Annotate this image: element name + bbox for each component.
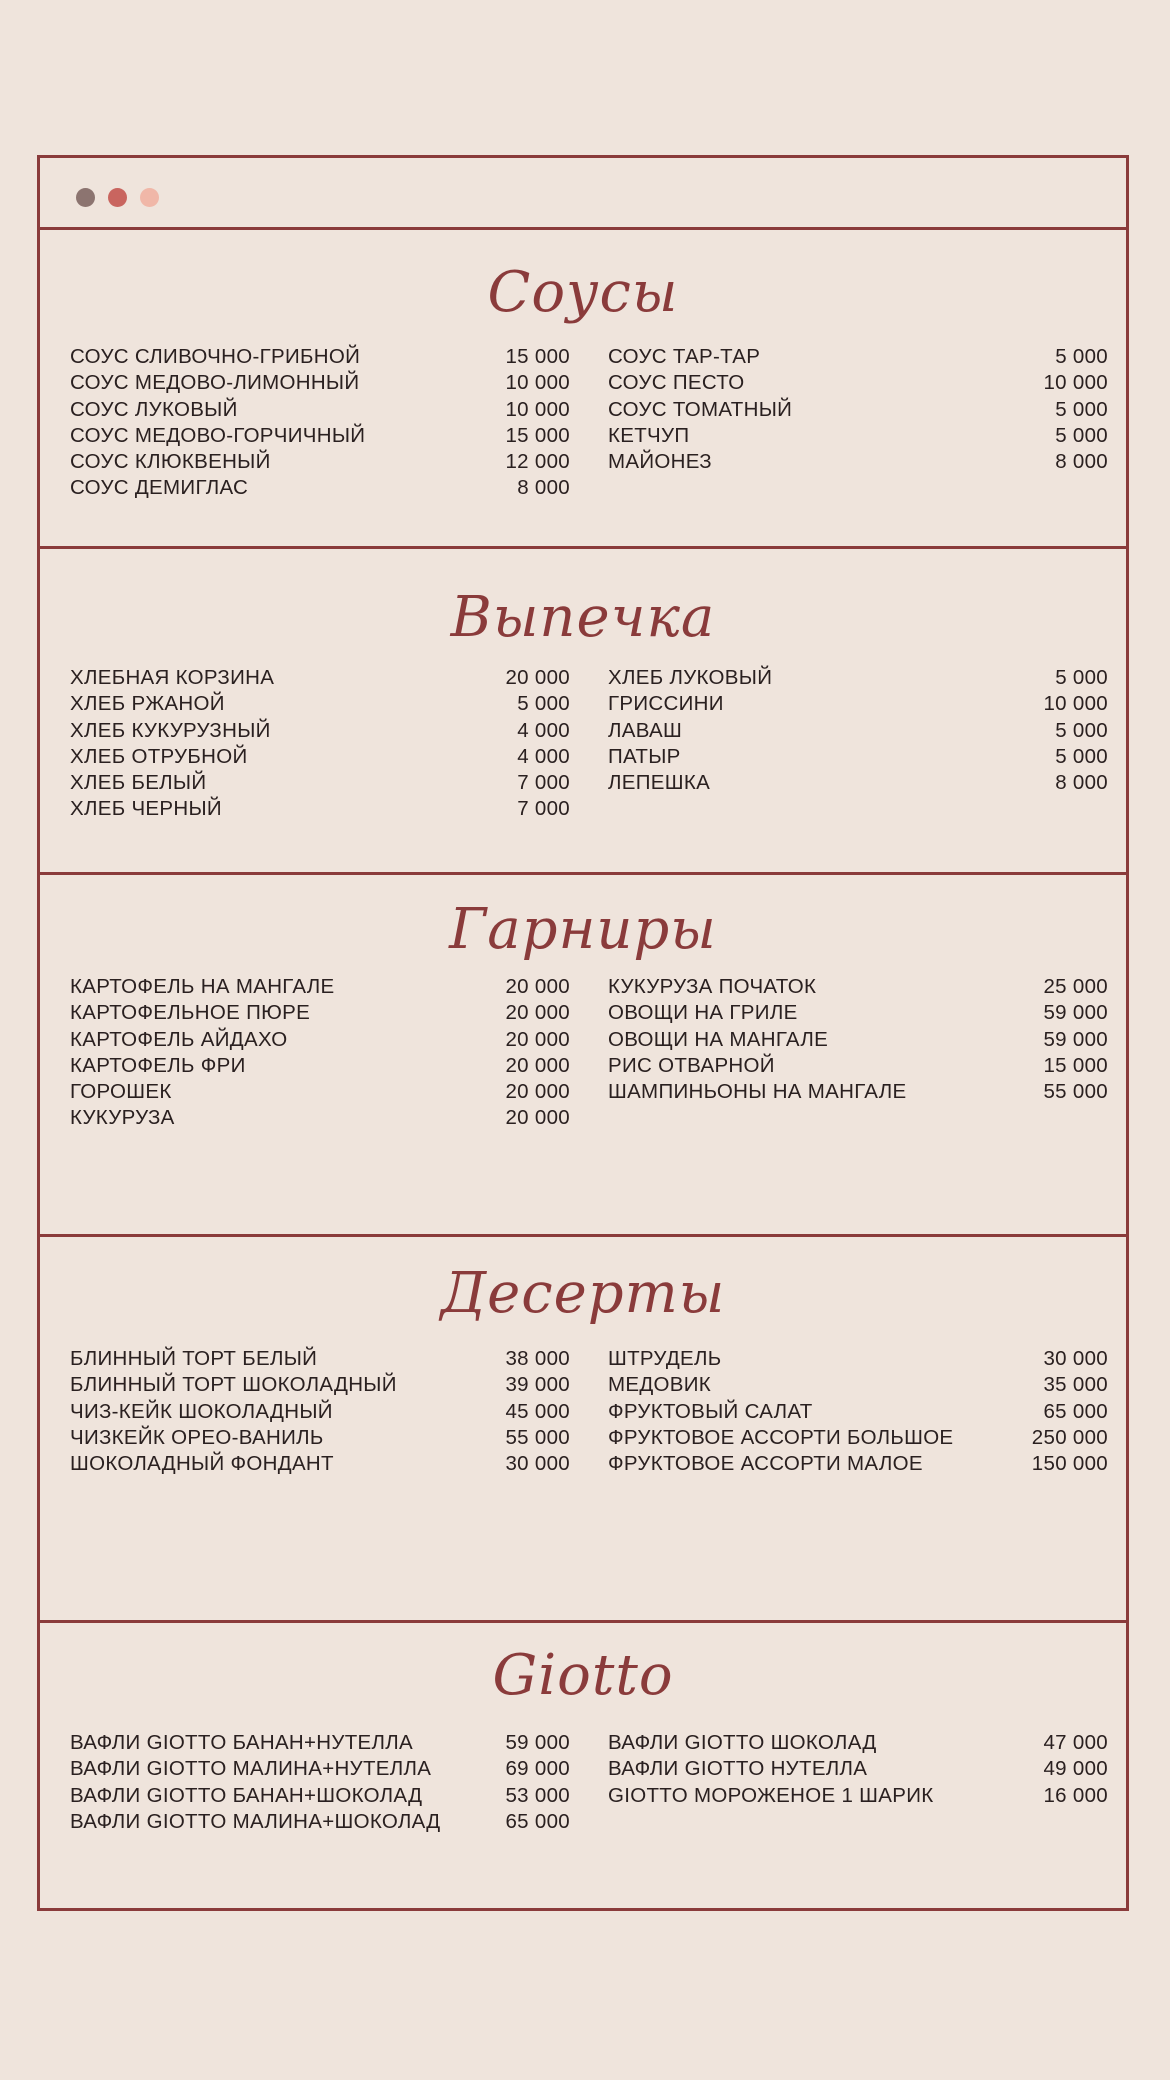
menu-item <box>70 745 570 771</box>
menu-item <box>70 371 570 397</box>
item-price: 10 000 <box>1043 371 1108 395</box>
menu-item <box>608 666 1108 692</box>
menu-item <box>70 975 570 1001</box>
item-name: ПАТЫР <box>608 744 681 768</box>
right-column <box>608 975 1108 1106</box>
item-price: 20 000 <box>505 1080 570 1104</box>
item-price: 20 000 <box>505 1053 570 1077</box>
section-title: Giotto <box>492 1643 674 1708</box>
menu-item <box>70 450 570 476</box>
item-name: БЛИННЫЙ ТОРТ БЕЛЫЙ <box>70 1347 318 1370</box>
menu-item <box>70 1054 570 1080</box>
menu-item <box>608 1028 1108 1054</box>
menu-item <box>70 1784 570 1810</box>
item-name: СОУС МЕДОВО-ГОРЧИЧНЫЙ <box>70 423 366 447</box>
item-price: 55 000 <box>1043 1080 1108 1104</box>
item-name: КАРТОФЕЛЬ НА МАНГАЛЕ <box>70 975 335 998</box>
item-price: 15 000 <box>505 423 570 447</box>
item-name: ОВОЩИ НА МАНГАЛЕ <box>608 1027 829 1051</box>
section-title: Соусы <box>487 260 679 325</box>
menu-item <box>608 371 1108 397</box>
left-column <box>70 975 570 1133</box>
item-price: 5 000 <box>1055 397 1108 421</box>
menu-item <box>608 1400 1108 1426</box>
item-price: 20 000 <box>505 1027 570 1051</box>
item-name: БЛИННЫЙ ТОРТ ШОКОЛАДНЫЙ <box>70 1373 397 1397</box>
menu-item <box>70 1731 570 1757</box>
item-name: ГРИССИНИ <box>608 692 724 716</box>
item-name: ВАФЛИ GIOTTO ШОКОЛАД <box>608 1731 877 1754</box>
item-price: 7 000 <box>517 797 570 821</box>
menu-item <box>70 1757 570 1783</box>
item-name: МЕДОВИК <box>608 1373 712 1397</box>
menu-item <box>608 1080 1108 1106</box>
menu-item <box>608 450 1108 476</box>
window-top-bar <box>40 158 1126 230</box>
menu-item <box>70 719 570 745</box>
menu-item <box>608 398 1108 424</box>
right-column <box>608 345 1108 476</box>
item-name: ФРУКТОВЫЙ САЛАТ <box>608 1399 813 1423</box>
menu-item <box>608 345 1108 371</box>
item-name: ШТРУДЕЛЬ <box>608 1347 722 1370</box>
item-name: СОУС ПЕСТО <box>608 371 745 395</box>
item-price: 10 000 <box>1043 692 1108 716</box>
item-name: ХЛЕБНАЯ КОРЗИНА <box>70 666 275 689</box>
menu-item <box>608 1001 1108 1027</box>
menu-item <box>608 1054 1108 1080</box>
item-name: ЛЕПЕШКА <box>608 771 711 795</box>
item-price: 4 000 <box>517 744 570 768</box>
menu-item <box>608 1784 1108 1810</box>
section-bakery <box>40 546 1126 872</box>
item-price: 20 000 <box>505 1106 570 1130</box>
menu-item <box>608 745 1108 771</box>
item-price: 16 000 <box>1043 1783 1108 1807</box>
menu-item <box>70 1028 570 1054</box>
menu-item <box>70 1080 570 1106</box>
left-column <box>70 666 570 824</box>
item-name: ОВОЩИ НА ГРИЛЕ <box>608 1001 798 1025</box>
menu-item <box>70 1810 570 1836</box>
item-price: 7 000 <box>517 771 570 795</box>
menu-item <box>608 975 1108 1001</box>
left-column <box>70 1347 570 1478</box>
menu-item <box>70 398 570 424</box>
item-name: ХЛЕБ ЧЕРНЫЙ <box>70 797 222 821</box>
item-price: 4 000 <box>517 718 570 742</box>
item-price: 15 000 <box>1043 1053 1108 1077</box>
item-price: 20 000 <box>505 666 570 689</box>
menu-item <box>608 1731 1108 1757</box>
item-name: ШАМПИНЬОНЫ НА МАНГАЛЕ <box>608 1080 907 1104</box>
menu-item <box>70 1373 570 1399</box>
menu-item <box>70 771 570 797</box>
item-price: 59 000 <box>505 1731 570 1754</box>
item-name: КАРТОФЕЛЬ АЙДАХО <box>70 1027 288 1051</box>
left-column <box>70 345 570 503</box>
menu-item <box>70 666 570 692</box>
item-price: 8 000 <box>1055 771 1108 795</box>
section-title: Выпечка <box>450 585 716 650</box>
window-dot-2 <box>108 188 127 207</box>
item-name: СОУС МЕДОВО-ЛИМОННЫЙ <box>70 371 360 395</box>
section-title: Гарниры <box>449 897 717 962</box>
item-name: СОУС ДЕМИГЛАС <box>70 476 249 500</box>
item-price: 5 000 <box>1055 718 1108 742</box>
item-price: 65 000 <box>505 1809 570 1833</box>
menu-item <box>70 345 570 371</box>
item-name: GIOTTO МОРОЖЕНОЕ 1 ШАРИК <box>608 1783 934 1807</box>
section-sides <box>40 872 1126 1234</box>
item-price: 30 000 <box>1043 1347 1108 1370</box>
menu-item <box>70 1001 570 1027</box>
right-column <box>608 1347 1108 1478</box>
item-price: 49 000 <box>1043 1757 1108 1781</box>
item-price: 45 000 <box>505 1399 570 1423</box>
menu-item <box>608 719 1108 745</box>
menu-item <box>608 424 1108 450</box>
item-name: ЛАВАШ <box>608 718 683 742</box>
menu-frame <box>37 155 1129 1911</box>
item-name: СОУС ТОМАТНЫЙ <box>608 397 793 421</box>
menu-item <box>70 424 570 450</box>
item-price: 69 000 <box>505 1757 570 1781</box>
menu-item <box>608 692 1108 718</box>
item-name: ВАФЛИ GIOTTO МАЛИНА+НУТЕЛЛА <box>70 1757 432 1781</box>
section-title: Десерты <box>440 1261 726 1326</box>
menu-item <box>70 1106 570 1132</box>
item-name: ФРУКТОВОЕ АССОРТИ БОЛЬШОЕ <box>608 1425 954 1449</box>
item-name: ХЛЕБ ОТРУБНОЙ <box>70 744 248 768</box>
menu-item <box>608 1426 1108 1452</box>
item-name: ВАФЛИ GIOTTO МАЛИНА+ШОКОЛАД <box>70 1809 441 1833</box>
item-price: 150 000 <box>1031 1452 1108 1476</box>
item-name: СОУС ЛУКОВЫЙ <box>70 397 238 421</box>
item-name: ЧИЗ-КЕЙК ШОКОЛАДНЫЙ <box>70 1399 333 1423</box>
item-price: 5 000 <box>1055 423 1108 447</box>
menu-item <box>608 771 1108 797</box>
item-price: 15 000 <box>505 345 570 368</box>
item-price: 20 000 <box>505 975 570 998</box>
item-price: 55 000 <box>505 1425 570 1449</box>
item-price: 53 000 <box>505 1783 570 1807</box>
item-price: 30 000 <box>505 1452 570 1476</box>
menu-item <box>70 1400 570 1426</box>
item-price: 5 000 <box>1055 345 1108 368</box>
item-name: КАРТОФЕЛЬНОЕ ПЮРЕ <box>70 1001 311 1025</box>
menu-item <box>608 1347 1108 1373</box>
item-price: 5 000 <box>1055 744 1108 768</box>
menu-item <box>608 1757 1108 1783</box>
item-price: 59 000 <box>1043 1001 1108 1025</box>
item-name: РИС ОТВАРНОЙ <box>608 1053 775 1077</box>
item-name: КАРТОФЕЛЬ ФРИ <box>70 1053 246 1077</box>
item-price: 250 000 <box>1031 1425 1108 1449</box>
window-dot-3 <box>140 188 159 207</box>
item-name: ВАФЛИ GIOTTO БАНАН+ШОКОЛАД <box>70 1783 423 1807</box>
menu-item <box>70 476 570 502</box>
item-name: КУКУРУЗА <box>70 1106 175 1130</box>
item-price: 39 000 <box>505 1373 570 1397</box>
item-name: ВАФЛИ GIOTTO БАНАН+НУТЕЛЛА <box>70 1731 414 1754</box>
item-price: 65 000 <box>1043 1399 1108 1423</box>
item-price: 35 000 <box>1043 1373 1108 1397</box>
item-price: 10 000 <box>505 397 570 421</box>
item-name: ЧИЗКЕЙК ОРЕО-ВАНИЛЬ <box>70 1425 324 1449</box>
item-price: 8 000 <box>1055 450 1108 474</box>
menu-item <box>70 797 570 823</box>
item-name: ШОКОЛАДНЫЙ ФОНДАНТ <box>70 1452 334 1476</box>
item-name: ХЛЕБ КУКУРУЗНЫЙ <box>70 718 271 742</box>
item-name: ХЛЕБ БЕЛЫЙ <box>70 771 207 795</box>
window-dot-1 <box>76 188 95 207</box>
section-giotto <box>40 1620 1126 1908</box>
item-price: 10 000 <box>505 371 570 395</box>
item-price: 5 000 <box>1055 666 1108 689</box>
item-price: 38 000 <box>505 1347 570 1370</box>
item-name: КЕТЧУП <box>608 423 690 447</box>
menu-item <box>70 1426 570 1452</box>
item-price: 8 000 <box>517 476 570 500</box>
item-price: 25 000 <box>1043 975 1108 998</box>
item-name: МАЙОНЕЗ <box>608 450 712 474</box>
item-price: 47 000 <box>1043 1731 1108 1754</box>
item-name: КУКУРУЗА ПОЧАТОК <box>608 975 817 998</box>
item-name: ВАФЛИ GIOTTO НУТЕЛЛА <box>608 1757 868 1781</box>
item-name: ГОРОШЕК <box>70 1080 172 1104</box>
right-column <box>608 666 1108 797</box>
section-desserts <box>40 1234 1126 1620</box>
item-name: ХЛЕБ РЖАНОЙ <box>70 692 225 716</box>
menu-item <box>70 692 570 718</box>
menu-item <box>608 1373 1108 1399</box>
item-price: 59 000 <box>1043 1027 1108 1051</box>
item-price: 5 000 <box>517 692 570 716</box>
section-sauces <box>40 230 1126 546</box>
item-price: 12 000 <box>505 450 570 474</box>
menu-item <box>608 1452 1108 1478</box>
menu-item <box>70 1347 570 1373</box>
item-name: СОУС КЛЮКВЕНЫЙ <box>70 450 271 474</box>
item-name: СОУС СЛИВОЧНО-ГРИБНОЙ <box>70 345 361 368</box>
right-column <box>608 1731 1108 1810</box>
menu-item <box>70 1452 570 1478</box>
item-name: ФРУКТОВОЕ АССОРТИ МАЛОЕ <box>608 1452 923 1476</box>
item-name: ХЛЕБ ЛУКОВЫЙ <box>608 666 773 689</box>
item-price: 20 000 <box>505 1001 570 1025</box>
item-name: СОУС ТАР-ТАР <box>608 345 761 368</box>
left-column <box>70 1731 570 1836</box>
